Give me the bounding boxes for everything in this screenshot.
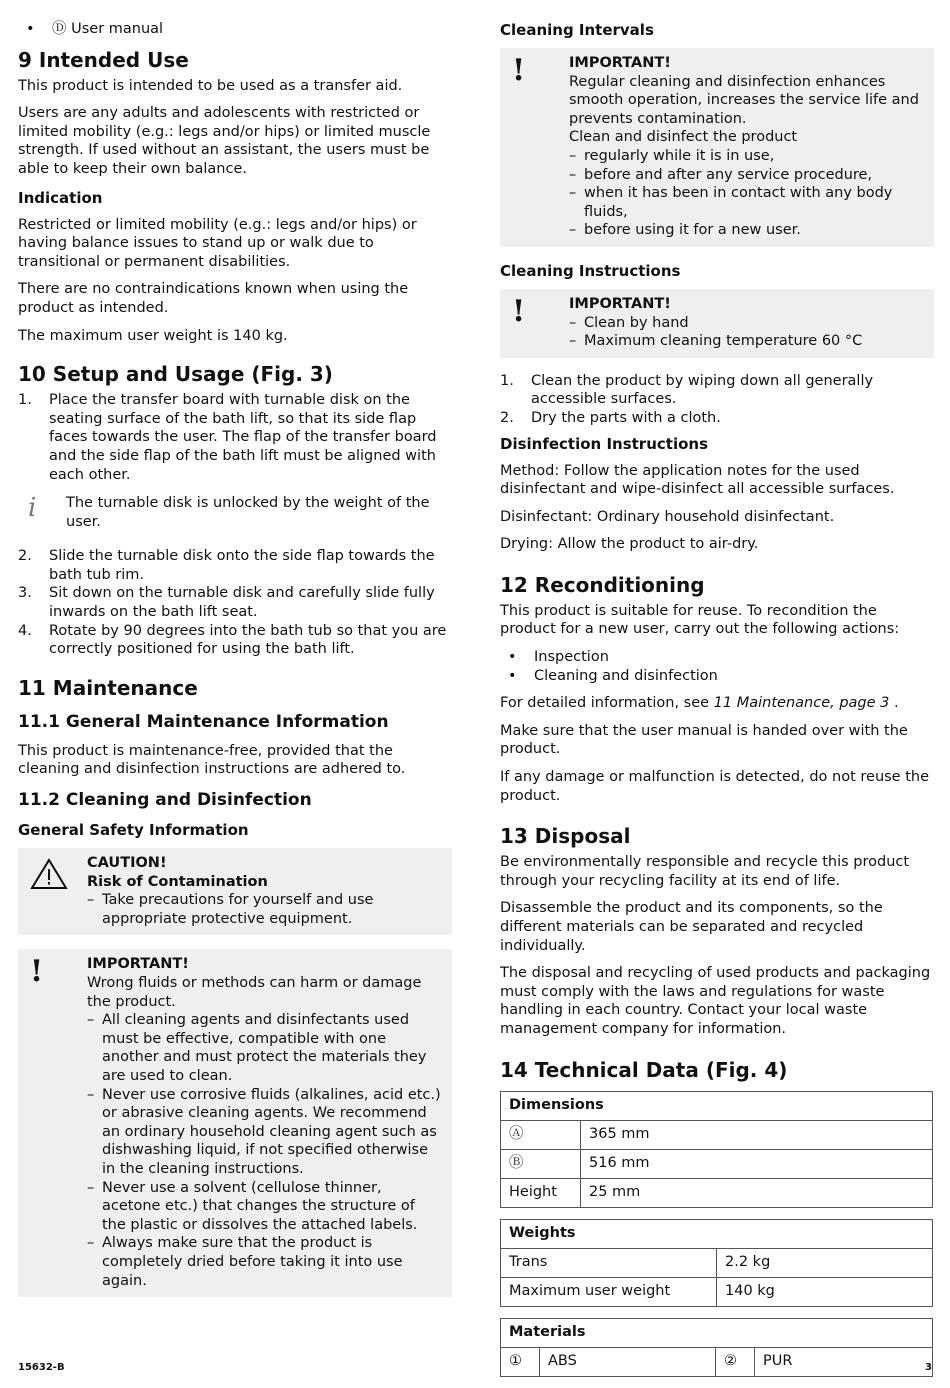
paragraph: Drying: Allow the product to air-dry. (500, 536, 759, 553)
paragraph: This product is maintenance-free, provided that the cleaning and disinfection instructions are adhered to. (18, 742, 406, 778)
info-icon: i (28, 493, 37, 524)
paragraph: For detailed information, see 11 Maintenance, page 3 . (500, 695, 899, 712)
important-box (18, 949, 452, 1297)
list-item: – Maximum cleaning temperature 60 °C (569, 333, 863, 350)
important-box-instructions (500, 289, 934, 358)
list-item: 4. Rotate by 90 degrees into the bath tub so that you are correctly positioned for using the bath lift. (18, 622, 447, 658)
setup-steps-continued (18, 547, 452, 659)
list-item: 1. Place the transfer board with turnable disk on the seating surface of the bath lift, so that its side flap faces towards the user. The flap of the transfer board and the side flap of the bath lift must be aligned with each other. (18, 392, 437, 483)
right-column (500, 20, 934, 1388)
cleaning-steps (500, 372, 934, 428)
dimensions-table (500, 1091, 933, 1208)
list-item: – Never use a solvent (cellulose thinner, acetone etc.) that changes the structure of the plastic or dissolves the attached labels. (87, 1179, 418, 1233)
materials-table (500, 1318, 933, 1377)
list-item: – Never use corrosive fluids (alkalines, acid etc.) or abrasive cleaning agents. We recommend an ordinary household cleaning agent such as dishwashing liquid, if not specified otherwise in the cleaning instructions. (87, 1086, 441, 1177)
list-item: 2. Slide the turnable disk onto the side flap towards the bath tub rim. (18, 548, 435, 583)
setup-steps (18, 391, 452, 484)
section-11-1-title: 11.1 General Maintenance Information (18, 711, 389, 732)
paragraph: Clean and disinfect the product (569, 129, 798, 146)
section-9-title: 9 Intended Use (18, 47, 189, 72)
section-11-title: 11 Maintenance (18, 675, 198, 700)
table-heading: Dimensions (501, 1091, 933, 1120)
section-12-title: 12 Reconditioning (500, 572, 705, 597)
exclamation-icon: ! (512, 53, 526, 88)
general-safety-heading: General Safety Information (18, 821, 249, 840)
list-item: – before using it for a new user. (569, 222, 801, 239)
intervals-list (569, 147, 924, 240)
paragraph: This product is intended to be used as a transfer aid. (18, 77, 403, 94)
table-heading: Materials (501, 1318, 933, 1347)
exclamation-icon: ! (30, 954, 44, 990)
caution-subtitle: Risk of Contamination (87, 873, 268, 890)
warning-triangle-icon (30, 858, 68, 896)
list-item: – when it has been in contact with any body fluids, (569, 185, 893, 220)
disinfection-heading: Disinfection Instructions (500, 434, 709, 453)
paragraph: Method: Follow the application notes for the used disinfectant and wipe-disinfect all accessible surfaces. (500, 462, 895, 498)
section-10-title: 10 Setup and Usage (Fig. 3) (18, 362, 333, 387)
list-item: – Always make sure that the product is completely dried before taking it into use again. (87, 1235, 403, 1289)
table-heading: Weights (501, 1219, 933, 1248)
section-13-title: 13 Disposal (500, 824, 631, 849)
important-box-intervals (500, 48, 934, 247)
cleaning-intervals-heading: Cleaning Intervals (500, 21, 654, 39)
indication-heading: Indication (18, 188, 103, 207)
caution-box (18, 848, 452, 935)
list-item: – All cleaning agents and disinfectants used must be effective, compatible with one another and must protect the materials they are used to clean. (87, 1012, 427, 1084)
important-title: IMPORTANT! (569, 55, 671, 71)
important-title: IMPORTANT! (87, 956, 189, 973)
table-row: Maximum user weight 140 kg (501, 1277, 933, 1306)
table-row: Trans 2.2 kg (501, 1248, 933, 1277)
table-row: Height 25 mm (501, 1178, 933, 1207)
caution-title: CAUTION! (87, 855, 167, 872)
top-bullet-list (18, 20, 452, 39)
info-note: i The turnable disk is unlocked by the weight of the user. (28, 493, 430, 530)
paragraph: Regular cleaning and disinfection enhances smooth operation, increases the service life and prevents contamination. (569, 73, 919, 127)
cross-reference-link[interactable]: 11 Maintenance, page 3 (713, 695, 890, 712)
important-intro: Wrong fluids or methods can harm or damage the product. (87, 975, 422, 1010)
paragraph: Be environmentally responsible and recycle this product through your recycling facility at its end of life. (500, 854, 910, 889)
list-item: – Take precautions for yourself and use appropriate protective equipment. (87, 892, 374, 927)
reconditioning-bullets (500, 648, 934, 685)
list-item: 2. Dry the parts with a cloth. (500, 409, 721, 426)
footer-page-number: 3 (925, 1362, 932, 1373)
paragraph: There are no contraindications known when using the product as intended. (18, 281, 409, 316)
list-item: 1. Clean the product by wiping down all generally accessible surfaces. (500, 372, 874, 408)
exclamation-icon: ! (512, 293, 526, 329)
cleaning-instructions-heading: Cleaning Instructions (500, 261, 681, 280)
caution-list (87, 891, 442, 928)
list-item: 3. Sit down on the turnable disk and carefully slide fully inwards on the bath lift seat. (18, 585, 435, 621)
list-item: • Ⓓ User manual (26, 21, 164, 37)
weights-table (500, 1219, 933, 1307)
list-item: • Inspection (508, 649, 609, 666)
table-row: Ⓑ 516 mm (501, 1149, 933, 1178)
list-item: – before and after any service procedure, (569, 166, 873, 183)
footer-doc-id: 15632-B (18, 1362, 65, 1373)
section-14-title: 14 Technical Data (Fig. 4) (500, 1057, 788, 1082)
list-item: – regularly while it is in use, (569, 147, 775, 164)
paragraph: Disinfectant: Ordinary household disinfectant. (500, 508, 835, 525)
paragraph: This product is suitable for reuse. To recondition the product for a new user, carry out the following actions: (500, 602, 900, 638)
paragraph: Users are any adults and adolescents with restricted or limited mobility (e.g.: legs and/or hips) or limited muscle strength. If used without an assistant, the users must be able to keep their own balance. (18, 105, 431, 177)
paragraph: Restricted or limited mobility (e.g.: legs and/or hips) or having balance issues to stand up or walk due to transitional or permanent disabilities. (18, 216, 417, 270)
table-row: ① ABS ② PUR (501, 1347, 933, 1376)
important-list (87, 1011, 442, 1290)
list-item: – Clean by hand (569, 314, 689, 331)
left-column (18, 20, 452, 1311)
paragraph: The maximum user weight is 140 kg. (18, 327, 288, 344)
table-row: Ⓐ 365 mm (501, 1120, 933, 1149)
paragraph: Disassemble the product and its components, so the different materials can be separated and recycled individually. (500, 900, 883, 954)
paragraph: Make sure that the user manual is handed over with the product. (500, 722, 908, 758)
list-item: • Cleaning and disinfection (508, 667, 718, 684)
instructions-list (569, 314, 924, 351)
paragraph: The disposal and recycling of used products and packaging must comply with the laws and regulations for waste handling in each country. Contact your local waste management company for information. (500, 965, 931, 1037)
section-11-2-title: 11.2 Cleaning and Disinfection (18, 790, 312, 811)
paragraph: If any damage or malfunction is detected, do not reuse the product. (500, 769, 930, 804)
important-title: IMPORTANT! (569, 295, 671, 312)
